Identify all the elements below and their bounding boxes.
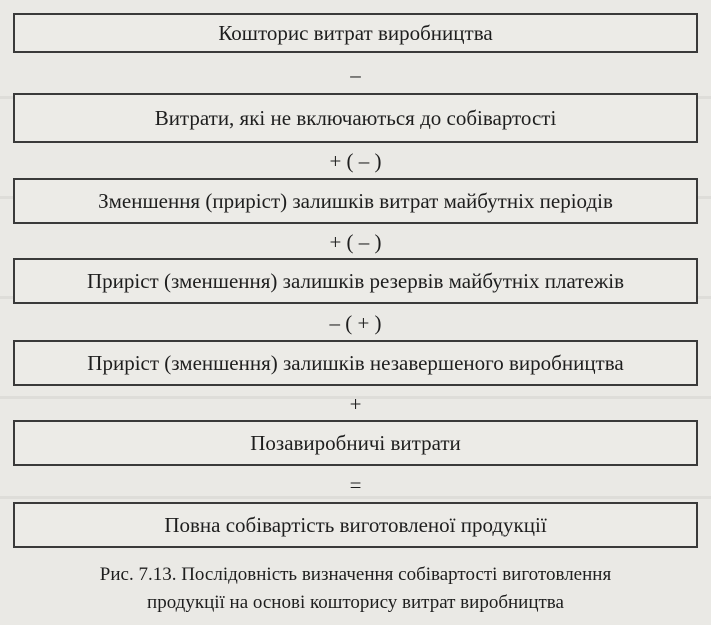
box-label: Кошторис витрат виробництва (218, 20, 493, 45)
figure-caption-line-1: Рис. 7.13. Послідовність визначення собівартості виготовлення (99, 564, 612, 585)
box-label: Зменшення (приріст) залишків витрат майбутніх періодів (98, 188, 613, 213)
box-label: Приріст (зменшення) залишків резервів майбутніх платежів (86, 268, 625, 293)
box-label: Повна собівартість виготовленої продукції (164, 512, 547, 537)
operator-minus-plus: – ( + ) (329, 311, 382, 335)
operator-plus-minus-2: + ( – ) (329, 230, 382, 254)
operator-minus: – (350, 63, 361, 87)
operator-equals: = (349, 473, 362, 497)
box-label: Позавиробничі витрати (250, 430, 461, 455)
box-future-payment-reserves-change (13, 258, 698, 304)
figure-caption-line-2: продукції на основі кошторису витрат виробництва (147, 592, 564, 613)
box-production-cost-estimate (13, 13, 698, 53)
box-excluded-costs (13, 93, 698, 143)
box-label: Приріст (зменшення) залишків незавершеного виробництва (87, 350, 624, 375)
box-deferred-expenses-change (13, 178, 698, 224)
operator-plus-minus-1: + ( – ) (329, 149, 382, 173)
box-work-in-progress-change (13, 340, 698, 386)
operator-plus: + (349, 392, 362, 416)
box-non-production-costs (13, 420, 698, 466)
box-label: Витрати, які не включаються до собівартості (154, 105, 557, 130)
box-full-production-cost (13, 502, 698, 548)
